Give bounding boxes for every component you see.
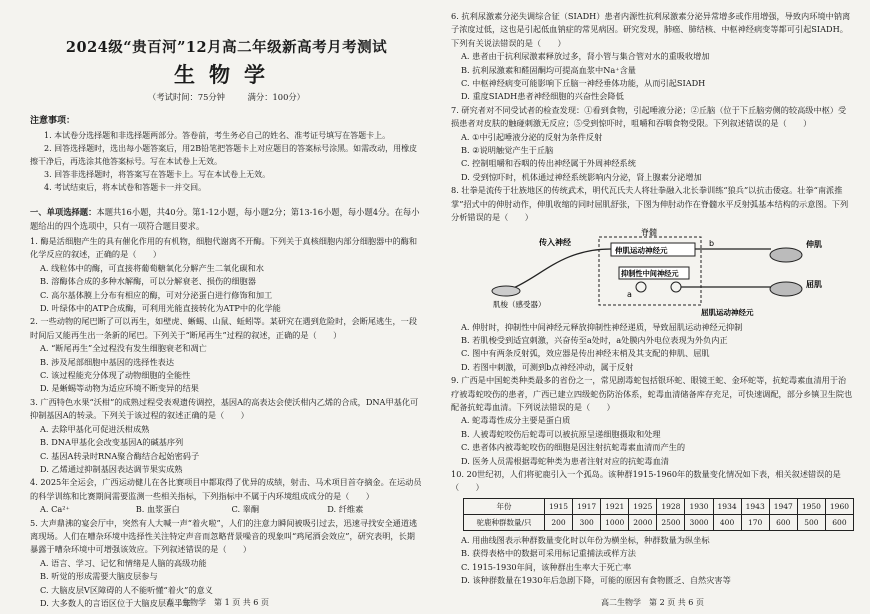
reflex-arc-diagram bbox=[451, 227, 854, 319]
question-9: 9. 广西是中国蛇类种类最多的省份之一，常见剧毒蛇包括银环蛇、眼镜王蛇、金环蛇等，抗蛇毒素血清用于治疗被毒蛇咬伤的患者，广西已建立四级蛇伤防治体系，蛇毒血清储备库存充足，可快速调配，部分乡镇卫生院也配备抗蛇毒血清。下列说法错误的是（ ） bbox=[451, 375, 853, 412]
spinal-cord-label: 脊髓 bbox=[641, 227, 657, 237]
option: A. 蛇毒毒性成分主要是蛋白质 bbox=[461, 415, 571, 426]
table-cell: 1928 bbox=[657, 498, 685, 514]
neuron-body bbox=[636, 282, 646, 292]
option: D. 纤维素 bbox=[327, 504, 364, 515]
exam-score: 满分：100分） bbox=[247, 92, 305, 102]
option: C. 睾酮 bbox=[231, 504, 260, 515]
question-6: 6. 抗利尿激素分泌失调综合征（SIADH）患者内源性抗利尿激素分泌异常增多或作用增强，导致内环境中钠离子浓度过低，这也是引起低血钠症的常见病因。研究发现，肺癌、肺结核、中枢神经病变等都可引起SIADH。下列有关说法错误的是（ ） bbox=[451, 11, 851, 48]
point-b-label: b bbox=[709, 238, 715, 248]
option: C. 高尔基体膜上分布有相应的酶，可对分泌蛋白进行修饰和加工 bbox=[40, 289, 273, 300]
section-intro bbox=[30, 206, 423, 233]
table-cell: 1947 bbox=[769, 498, 797, 514]
table-cell: 600 bbox=[825, 514, 853, 530]
option: C. 患者体内被毒蛇咬伤的细胞是因注射抗蛇毒素血清而产生的 bbox=[461, 442, 686, 453]
option: D. 医务人员需根据毒蛇种类为患者注射对应的抗蛇毒血清 bbox=[461, 455, 669, 466]
muscle-spindle-label: 肌梭（感受器） bbox=[493, 299, 546, 309]
table-cell: 2000 bbox=[629, 514, 657, 530]
option: C. 基因A转录时RNA聚合酶结合起始密码子 bbox=[40, 450, 200, 461]
exam-title: 2024级“贵百河”12月高二年级新高考月考测试 bbox=[65, 39, 388, 56]
option: B. 抗利尿激素和醛固酮均可提高血浆中Na⁺含量 bbox=[461, 64, 636, 75]
option: A. 伸肘时，抑制性中间神经元释放抑制性神经递质，导致屈肌运动神经元抑制 bbox=[461, 321, 743, 332]
table-cell: 170 bbox=[741, 514, 769, 530]
table-cell: 1917 bbox=[573, 498, 601, 514]
extensor-label: 伸肌 bbox=[806, 239, 822, 249]
option-row bbox=[30, 503, 423, 516]
option: B. 血浆蛋白 bbox=[135, 504, 180, 515]
table-row bbox=[464, 514, 854, 530]
table-row bbox=[464, 498, 854, 514]
neuron-body bbox=[671, 282, 681, 292]
table-header: 年份 bbox=[464, 498, 545, 514]
option: A. “断尾再生”全过程没有发生细胞衰老和凋亡 bbox=[40, 343, 207, 354]
table-cell: 500 bbox=[797, 514, 825, 530]
option: C. 1915-1930年间，该种群出生率大于死亡率 bbox=[461, 561, 632, 572]
inhibitory-neuron-label: 抑制性中间神经元 bbox=[621, 268, 679, 278]
afferent-nerve bbox=[511, 249, 611, 289]
question-4: 4. 2025年全运会，广西运动健儿在各比赛项目中都取得了优异的成绩，射击、马术项目首夺摘金。在运动员的科学训练和比赛期间需要监测一些相关指标，下列指标中不属于内环境组成成分的是（ ） bbox=[30, 477, 422, 501]
option: C. 大脑皮层V区障碍的人不能听懂“着火”的意义 bbox=[40, 584, 213, 595]
section-text: 本题共16小题，共40分。第1-12小题，每小题2分；第13-16小题，每小题4分。在每小题给出的四个选项中，只有一项符合题目要求。 bbox=[30, 207, 420, 231]
option: D. 该种群数量在1930年后急剧下降，可能的原因有食物匮乏、自然灾害等 bbox=[461, 575, 731, 585]
question-10: 10. 20世纪初，人们将驼鹿引入一个孤岛。该种群1915-1960年的数量变化情况如下表，相关叙述错误的是（ ） bbox=[451, 468, 841, 493]
notice-item: 2. 回答选择题时，选出每小题答案后，用2B铅笔把答题卡上对应题目的答案标号涂黑。如需改动，用橡皮擦干净后，再选涂其他答案标号。写在本试卷上无效。 bbox=[30, 144, 418, 166]
option: B. 溶酶体合成的多种水解酶，可以分解衰老、损伤的细胞器 bbox=[40, 276, 256, 287]
reflex-arc-svg bbox=[451, 227, 854, 319]
muscle-spindle bbox=[492, 286, 520, 296]
flexor-muscle bbox=[770, 282, 802, 296]
exam-meta bbox=[30, 91, 423, 103]
population-table bbox=[463, 498, 854, 531]
notice-item: 4. 考试结束后，将本试卷和答题卡一并交回。 bbox=[44, 183, 207, 192]
option: B. 若肌梭受到适宜刺激，兴奋传至a处时，a处膜内外电位表现为外负内正 bbox=[461, 334, 728, 345]
table-cell: 1921 bbox=[601, 498, 629, 514]
question-3: 3. 广西特色水果“沃柑”的成熟过程受表观遗传调控，基因A的高表达会使沃柑内乙烯的合成，DNA甲基化可抑制基因A的转录。下列关于该过程的叙述正确的是（ ） bbox=[30, 396, 419, 421]
table-cell: 1925 bbox=[629, 498, 657, 514]
option: D. 受到惊吓时，机体通过神经系统影响内分泌，肾上腺素分泌增加 bbox=[461, 171, 702, 182]
subject-title: 生物学 bbox=[174, 62, 279, 87]
question-2: 2. 一些动物的尾巴断了可以再生，如壁虎、蜥蜴、山鼠、蚯蚓等。某研究在遇到危险时，会断尾逃生，一段时间后又能再生出一条新的尾巴。下列关于“断尾再生”过程的叙述，正确的是（ ） bbox=[30, 316, 418, 340]
option: C. 中枢神经病变可能影响下丘脑一神经垂体功能，从而引起SIADH bbox=[461, 78, 706, 89]
page-2 bbox=[435, 0, 870, 614]
flexor-motor-label: 屈肌运动神经元 bbox=[701, 307, 754, 317]
option: D. 若图中刺激，可测到b点神经冲动，属于反射 bbox=[461, 361, 634, 372]
page-footer: 高二生物学 第 1 页 共 6 页 bbox=[166, 598, 269, 607]
table-cell: 300 bbox=[573, 514, 601, 530]
question-7: 7. 研究者对不同受试者的检查发现：①看到食物，引起唾液分泌；②丘脑（位于下丘脑旁侧的较高级中枢）受损患者对皮肤的触碰刺激无反应；⑤受到惊吓时，咀嚼和吞咽食物受限。下列叙述错误的是（ ） bbox=[451, 104, 847, 129]
extensor-muscle bbox=[770, 248, 802, 262]
table-cell: 1950 bbox=[797, 498, 825, 514]
option: A. 患者由于抗利尿激素释放过多，肾小管与集合管对水的重吸收增加 bbox=[461, 51, 710, 62]
question-5: 5. 大声鼎沸的宴会厅中，突然有人大喊一声“着火啦”，人们的注意力瞬间被吸引过去，迅速寻找安全通道逃离现场。人们在嘈杂环境中选择性关注特定声音而忽略背景噪音的现象叫“鸡尾酒会效应”，研究表明，长期暴露于嘈杂环境中可增强该效应。下列叙述错误的是（ ） bbox=[30, 517, 418, 555]
option: D. 乙烯通过抑制基因表达调节果实成熟 bbox=[40, 463, 183, 474]
afferent-label: 传入神经 bbox=[539, 237, 571, 247]
option: D. 是蜥蜴等动物为适应环境不断变异的结果 bbox=[40, 383, 199, 394]
option: A. ①中引起唾液分泌的反射为条件反射 bbox=[461, 131, 603, 142]
table-row-label: 驼鹿种群数量/只 bbox=[464, 514, 545, 530]
option: A. 语言、学习、记忆和情绪是人脑的高级功能 bbox=[40, 557, 207, 568]
exam-time: （考试时间：75分钟 bbox=[148, 92, 225, 102]
option: B. DNA甲基化会改变基因A的碱基序列 bbox=[40, 437, 184, 448]
table-cell: 3000 bbox=[685, 514, 713, 530]
table-cell: 200 bbox=[544, 514, 572, 530]
option: B. 涉及尾部细胞中基因的选择性表达 bbox=[40, 356, 175, 367]
section-heading: 一、单项选择题： bbox=[30, 207, 97, 217]
option: B. 获得表格中的数据可采用标记重捕法或样方法 bbox=[461, 548, 636, 559]
table-cell: 1915 bbox=[544, 498, 572, 514]
question-8: 8. 壮拳是流传于壮族地区的传统武术，明代瓦氏夫人将壮拳融入北长拳训练“狼兵”以抗击倭寇。壮拳“南派推掌”招式中的伸肘动作，伸肌收缩的同时屈肌舒张，下图为伸肘动作在脊髓水平反射弧基本结构的示意图。下列分析错误的是（ ） bbox=[451, 185, 849, 223]
option: A. 去除甲基化可促进沃柑成熟 bbox=[40, 423, 150, 434]
option: D. 叶绿体中的ATP合成酶，可利用光能直接转化为ATP中的化学能 bbox=[40, 303, 281, 314]
table-cell: 1000 bbox=[601, 514, 629, 530]
table-cell: 2500 bbox=[657, 514, 685, 530]
table-cell: 1930 bbox=[685, 498, 713, 514]
table-cell: 1960 bbox=[825, 498, 853, 514]
option: B. 人被毒蛇咬伤后蛇毒可以被抗原呈递细胞摄取和处理 bbox=[461, 428, 661, 439]
option: D. 重度SIADH患者神经细胞的兴奋性会降低 bbox=[461, 91, 624, 102]
table-cell: 1934 bbox=[713, 498, 741, 514]
option: B. 听觉的形成需要大脑皮层参与 bbox=[40, 571, 158, 582]
option: A. 线粒体中的酶，可直接将葡萄糖氧化分解产生二氧化碳和水 bbox=[40, 262, 264, 273]
question-1: 1. 酶是活细胞产生的具有催化作用的有机物，细胞代谢离不开酶。下列关于真核细胞内部分细胞器中的酶和化学反应的叙述，正确的是（ ） bbox=[30, 236, 418, 260]
option: C. 控制咀嚼和吞咽的传出神经属于外周神经系统 bbox=[461, 158, 636, 169]
notice-heading: 注意事项： bbox=[30, 116, 76, 126]
point-a-label: a bbox=[627, 289, 632, 299]
option: A. Ca²⁺ bbox=[40, 504, 70, 515]
option: A. 用曲线图表示种群数量变化时以年份为横坐标，种群数量为纵坐标 bbox=[461, 534, 710, 545]
table-cell: 400 bbox=[713, 514, 741, 530]
table-cell: 1943 bbox=[741, 498, 769, 514]
notice-item: 1. 本试卷分选择题和非选择题两部分。答卷前，考生务必自己的姓名、准考证号填写在答题卡上。 bbox=[44, 131, 391, 140]
motor-neuron-label: 伸肌运动神经元 bbox=[615, 245, 668, 255]
table-cell: 600 bbox=[769, 514, 797, 530]
flexor-label: 屈肌 bbox=[806, 279, 822, 289]
notice-item: 3. 回答非选择题时，将答案写在答题卡上。写在本试卷上无效。 bbox=[44, 170, 271, 179]
option: C. 图中有两条反射弧，效应器是传出神经末梢及其支配的伸肌、屈肌 bbox=[461, 348, 710, 359]
page-footer: 高二生物学 第 2 页 共 6 页 bbox=[601, 598, 704, 607]
option: B. ②说明触觉产生于丘脑 bbox=[461, 145, 554, 156]
option: D. 大多数人的言语区位于大脑皮层左半球 bbox=[40, 597, 191, 608]
option: C. 该过程能充分体现了动物细胞的全能性 bbox=[40, 370, 191, 381]
